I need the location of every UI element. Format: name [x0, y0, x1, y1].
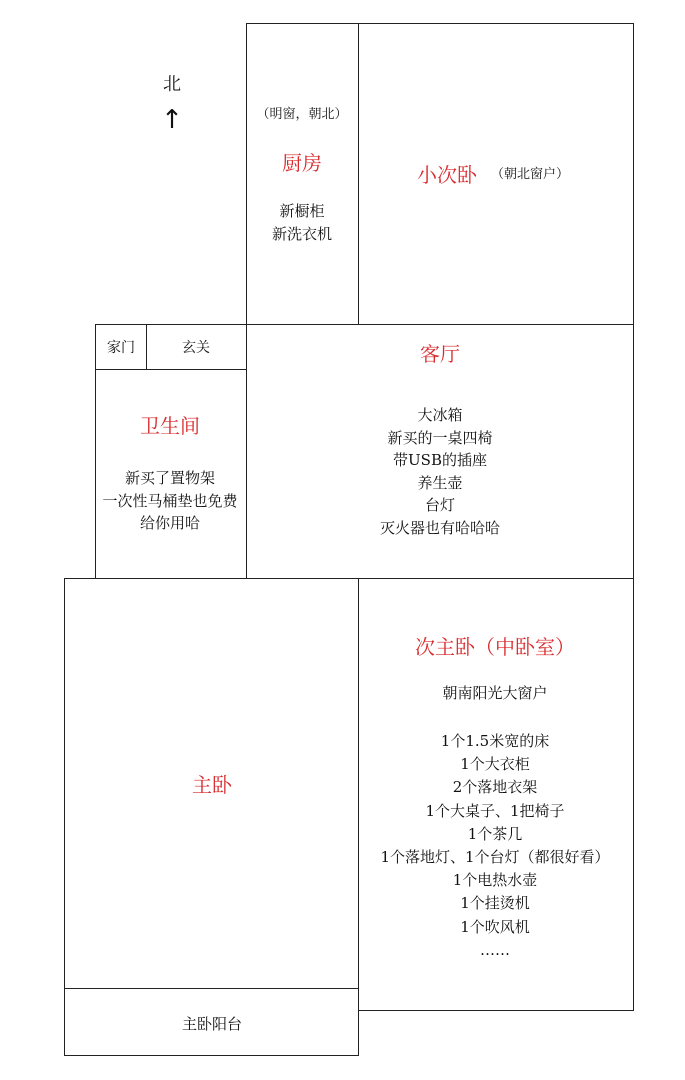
master-bedroom-title: 主卧	[192, 773, 232, 797]
second-master-bedroom-item: ……	[480, 940, 510, 959]
second-master-bedroom-title: 次主卧（中卧室）	[415, 635, 575, 659]
second-master-bedroom-item: 1个大衣柜	[460, 755, 530, 774]
second-master-bedroom-window: 朝南阳光大窗户	[442, 684, 548, 702]
second-master-bedroom-items	[380, 730, 609, 962]
living-room-item: 新买的一桌四椅	[387, 428, 493, 447]
kitchen-title: 厨房	[282, 151, 322, 175]
kitchen-item: 新洗衣机	[271, 224, 333, 243]
bathroom-item: 给你用哈	[139, 514, 201, 533]
living-room-item: 养生壶	[417, 473, 463, 492]
bathroom-item: 一次性马桶垫也免费	[102, 491, 238, 510]
bathroom-item: 新买了置物架	[124, 469, 216, 487]
second-master-bedroom-item: 1个电热水壶	[452, 871, 538, 890]
north-arrow-icon: ↑	[161, 105, 183, 135]
bathroom-title: 卫生间	[140, 414, 200, 438]
living-room-item: 大冰箱	[417, 406, 463, 424]
living-room-items	[380, 404, 500, 540]
kitchen-items	[272, 200, 332, 245]
second-master-bedroom-item: 1个落地灯、1个台灯（都很好看）	[380, 848, 610, 867]
small-bedroom-window-note: （朝北窗户）	[490, 167, 570, 182]
kitchen-item: 新橱柜	[279, 202, 325, 220]
master-balcony-label: 主卧阳台	[181, 1015, 243, 1033]
second-master-bedroom-item: 2个落地衣架	[452, 778, 538, 797]
bathroom-items	[102, 467, 237, 535]
compass-north-label: 北	[163, 74, 181, 95]
entry-label: 玄关	[182, 340, 210, 356]
living-room-item: 灭火器也有哈哈哈	[379, 518, 501, 537]
living-room-item: 带USB的插座	[393, 451, 487, 470]
second-master-bedroom-item: 1个1.5米宽的床	[440, 732, 550, 750]
second-master-bedroom-item: 1个挂烫机	[460, 894, 530, 913]
second-master-bedroom-item: 1个吹风机	[460, 917, 530, 936]
small-bedroom-title: 小次卧	[417, 163, 477, 187]
kitchen-window-note: （明窗，朝北）	[256, 107, 348, 122]
living-room-title: 客厅	[420, 342, 460, 366]
second-master-bedroom-item: 1个大桌子、1把椅子	[425, 801, 565, 820]
living-room-item: 台灯	[424, 496, 456, 515]
second-master-bedroom-item: 1个茶几	[467, 824, 523, 843]
door-label: 家门	[107, 340, 135, 356]
